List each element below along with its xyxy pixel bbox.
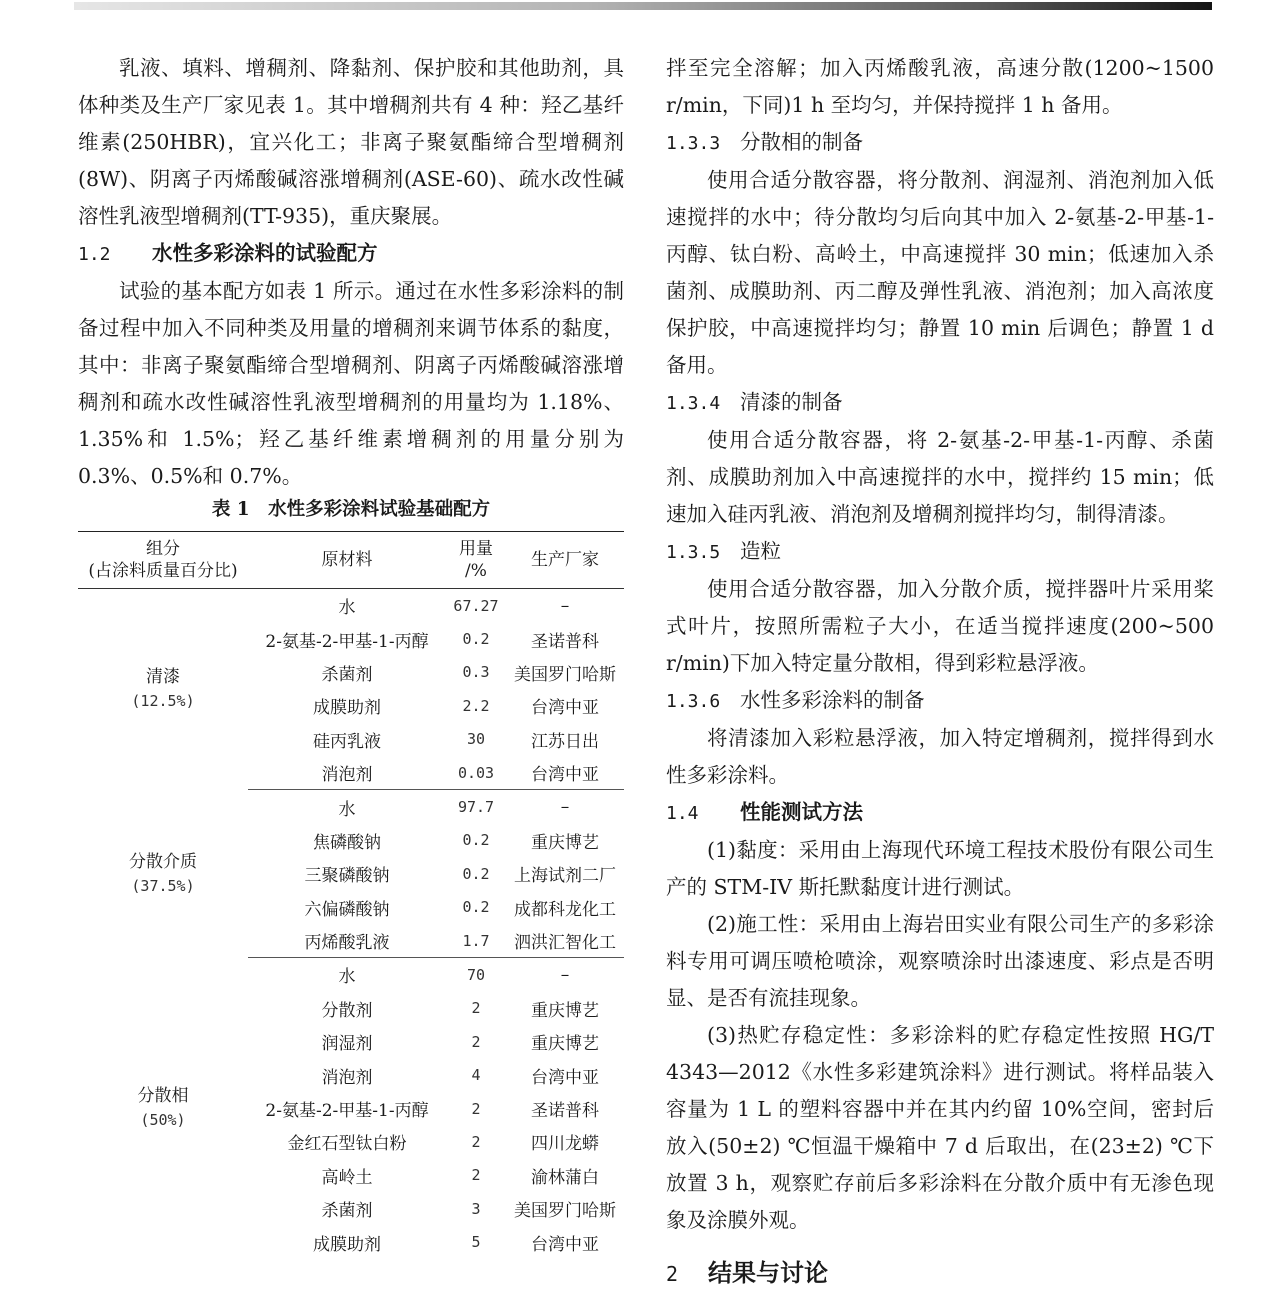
material-cell: 水 xyxy=(338,799,356,820)
paragraph-dispersed-phase: 使用合适分散容器，将分散剂、润湿剂、消泡剂加入低速搅拌的水中；待分散均匀后向其中加入 2-氨基-2-甲基-1-丙醇、钛白粉、高岭土，中高速搅拌 30 min；低速加入杀菌剂、成膜助剂、丙二醇及弹性乳液、消泡剂；加入高浓度保护胶，中高速搅拌均匀；静置 10 min 后调色；静置 1 d 备用。 xyxy=(666,168,1214,377)
maker-cell: 美国罗门哈斯 xyxy=(514,1201,616,1222)
amount-cell: 0.3 xyxy=(462,663,490,682)
paragraph-clear-coat: 使用合适分散容器，将 2-氨基-2-甲基-1-丙醇、杀菌剂、成膜助剂加入中高速搅拌的水中，搅拌约 15 min；低速加入硅丙乳液、消泡剂及增稠剂搅拌均匀，制得清漆。 xyxy=(666,428,1214,526)
table-row xyxy=(78,589,624,623)
section-number: 1.3.3 xyxy=(666,133,721,154)
header-component-line2: (占涂料质量百分比) xyxy=(88,561,238,581)
maker-cell: – xyxy=(560,964,570,985)
section-number: 1.2 xyxy=(78,244,111,265)
group-name: 分散相 xyxy=(137,1086,189,1107)
amount-cell: 0.2 xyxy=(462,898,490,917)
amount-cell: 0.03 xyxy=(446,756,506,790)
group-name-cell xyxy=(78,790,248,958)
maker-cell: 江苏日出 xyxy=(531,731,599,752)
formula-table xyxy=(78,531,624,1259)
table-header-row xyxy=(78,532,624,589)
material-cell: 杀菌剂 xyxy=(321,1201,373,1222)
section-number: 1.3.6 xyxy=(666,691,721,712)
amount-cell: 0.2 xyxy=(462,630,490,649)
maker-cell: 台湾中亚 xyxy=(531,1067,599,1088)
material-cell: 2-氨基-2-甲基-1-丙醇 xyxy=(265,631,429,652)
section-title: 性能测试方法 xyxy=(740,800,863,824)
group-dispersion-medium xyxy=(78,790,624,958)
material-cell: 高岭土 xyxy=(321,1167,373,1188)
material-cell: 水 xyxy=(338,967,356,988)
amount-cell: 2 xyxy=(471,1099,481,1118)
material-cell: 消泡剂 xyxy=(248,756,446,790)
amount-cell: 0.2 xyxy=(462,864,490,883)
page-top-rule xyxy=(74,2,1212,10)
section-1-3-3-heading xyxy=(666,124,1214,162)
material-cell: 水 xyxy=(338,598,356,619)
material-cell: 成膜助剂 xyxy=(313,1234,381,1255)
table-row xyxy=(78,790,624,824)
maker-cell: 台湾中亚 xyxy=(531,1234,599,1255)
material-cell: 杀菌剂 xyxy=(321,664,373,685)
paragraph-workability: (2)施工性：采用由上海岩田实业有限公司生产的多彩涂料专用可调压喷枪喷涂，观察喷涂时出漆速度、彩点是否明显、是否有流挂现象。 xyxy=(666,912,1214,1010)
group-percent: (37.5%) xyxy=(131,876,195,895)
amount-cell: 0.2 xyxy=(462,831,490,850)
group-name: 分散介质 xyxy=(129,851,197,872)
paragraph-multicolor-prep: 将清漆加入彩粒悬浮液，加入特定增稠剂，搅拌得到水性多彩涂料。 xyxy=(666,726,1214,787)
section-number: 1.4 xyxy=(666,803,699,824)
paragraph-materials: 乳液、填料、增稠剂、降黏剂、保护胶和其他助剂，具体种类及生产厂家见表 1。其中增稠剂共有 4 种：羟乙基纤维素(250HBR)，宜兴化工；非离子聚氨酯缔合型增稠剂(8W)、阴离子丙烯酸碱溶涨增稠剂(ASE-60)、疏水改性碱溶性乳液型增稠剂(TT-935)，重庆聚展。 xyxy=(78,56,624,228)
amount-cell: 2 xyxy=(471,1132,481,1151)
maker-cell: – xyxy=(560,595,570,616)
header-material: 原材料 xyxy=(248,532,446,589)
section-number: 2 xyxy=(666,1262,679,1286)
group-name-cell xyxy=(78,589,248,790)
amount-cell: 2 xyxy=(471,1032,481,1051)
maker-cell: – xyxy=(560,797,570,818)
amount-cell: 70 xyxy=(466,965,486,984)
section-title: 水性多彩涂料的试验配方 xyxy=(152,241,378,265)
section-1-3-5-heading xyxy=(666,533,1214,571)
material-cell: 润湿剂 xyxy=(321,1034,373,1055)
amount-cell: 67.27 xyxy=(453,596,499,615)
material-cell: 消泡剂 xyxy=(321,1067,373,1088)
section-title: 结果与讨论 xyxy=(708,1258,828,1287)
header-component xyxy=(78,532,248,589)
paragraph-viscosity: (1)黏度：采用由上海现代环境工程技术股份有限公司生产的 STM-IV 斯托默黏度计进行测试。 xyxy=(666,838,1214,899)
section-2-heading xyxy=(666,1253,1214,1294)
table-row xyxy=(78,958,624,992)
section-title: 水性多彩涂料的制备 xyxy=(740,688,925,712)
amount-cell: 2 xyxy=(471,1166,481,1185)
maker-cell: 重庆博艺 xyxy=(531,1000,599,1021)
maker-cell: 四川龙蟒 xyxy=(531,1134,599,1155)
maker-cell: 台湾中亚 xyxy=(531,698,599,719)
paragraph-formula: 试验的基本配方如表 1 所示。通过在水性多彩涂料的制备过程中加入不同种类及用量的增稠剂来调节体系的黏度，其中：非离子聚氨酯缔合型增稠剂、阴离子丙烯酸碱溶涨增稠剂和疏水改性碱溶性乳液型增稠剂的用量均为 1.18%、1.35%和 1.5%；羟乙基纤维素增稠剂的用量分别为 0.3%、0.5%和 0.7%。 xyxy=(78,279,624,488)
material-cell: 丙烯酸乳液 xyxy=(248,924,446,958)
header-amount-line2: /% xyxy=(465,561,487,581)
section-1-3-4-heading xyxy=(666,384,1214,422)
material-cell: 焦磷酸钠 xyxy=(313,832,381,853)
section-title: 清漆的制备 xyxy=(740,390,843,414)
maker-cell: 重庆博艺 xyxy=(531,1034,599,1055)
table-caption: 表 1 水性多彩涂料试验基础配方 xyxy=(211,499,491,520)
section-1-4-heading xyxy=(666,794,1214,832)
amount-cell: 5 xyxy=(471,1233,481,1252)
paragraph-storage-stability: (3)热贮存稳定性：多彩涂料的贮存稳定性按照 HG/T 4343—2012《水性多彩建筑涂料》进行测试。将样品装入容量为 1 L 的塑料容器中并在其内约留 10%空间，密封后放入(50±2) ℃恒温干燥箱中 7 d 后取出，在(23±2) ℃下放置 3 h，观察贮存前后多彩涂料在分散介质中有无渗色现象及涂膜外观。 xyxy=(666,1023,1214,1232)
amount-cell: 3 xyxy=(471,1199,481,1218)
material-cell: 三聚磷酸钠 xyxy=(304,866,390,887)
amount-cell: 97.7 xyxy=(457,798,495,817)
section-title: 分散相的制备 xyxy=(740,130,863,154)
section-number: 1.3.4 xyxy=(666,393,721,414)
section-title: 造粒 xyxy=(740,539,781,563)
maker-cell: 台湾中亚 xyxy=(506,756,624,790)
material-cell: 成膜助剂 xyxy=(313,698,381,719)
maker-cell: 美国罗门哈斯 xyxy=(514,664,616,685)
section-number: 1.3.5 xyxy=(666,542,721,563)
group-clear-coat xyxy=(78,589,624,790)
group-percent: (50%) xyxy=(140,1111,186,1130)
maker-cell: 成都科龙化工 xyxy=(514,899,616,920)
material-cell: 硅丙乳液 xyxy=(313,731,381,752)
group-dispersed-phase xyxy=(78,958,624,1259)
right-column xyxy=(666,50,1214,1294)
section-1-2-heading xyxy=(78,235,624,273)
header-component-line1: 组分 xyxy=(146,539,180,559)
amount-cell: 4 xyxy=(471,1066,481,1085)
paragraph-granulation: 使用合适分散容器，加入分散介质，搅拌器叶片采用桨式叶片，按照所需粒子大小，在适当搅拌速度(200~500 r/min)下加入特定量分散相，得到彩粒悬浮液。 xyxy=(666,577,1214,675)
maker-cell: 圣诺普科 xyxy=(531,1101,599,1122)
amount-cell: 2 xyxy=(471,999,481,1018)
group-name-cell xyxy=(78,958,248,1259)
amount-cell: 2.2 xyxy=(462,696,490,715)
material-cell: 六偏磷酸钠 xyxy=(304,899,390,920)
section-1-3-6-heading xyxy=(666,682,1214,720)
material-cell: 金红石型钛白粉 xyxy=(287,1134,407,1155)
material-cell: 分散剂 xyxy=(321,1000,373,1021)
maker-cell: 上海试剂二厂 xyxy=(514,866,616,887)
header-amount-line1: 用量 xyxy=(459,539,493,559)
material-cell: 2-氨基-2-甲基-1-丙醇 xyxy=(265,1101,429,1122)
maker-cell: 圣诺普科 xyxy=(531,631,599,652)
header-amount xyxy=(446,532,506,589)
maker-cell: 泗洪汇智化工 xyxy=(506,924,624,958)
amount-cell: 30 xyxy=(466,730,486,749)
paragraph-continued: 拌至完全溶解；加入丙烯酸乳液，高速分散(1200~1500 r/min，下同)1 h 至均匀，并保持搅拌 1 h 备用。 xyxy=(666,56,1214,117)
group-name: 清漆 xyxy=(146,667,180,688)
maker-cell: 重庆博艺 xyxy=(531,832,599,853)
header-maker: 生产厂家 xyxy=(506,532,624,589)
amount-cell: 1.7 xyxy=(446,924,506,958)
group-percent: (12.5%) xyxy=(131,692,195,711)
maker-cell: 渝林蒲白 xyxy=(531,1167,599,1188)
left-column xyxy=(78,50,624,1259)
